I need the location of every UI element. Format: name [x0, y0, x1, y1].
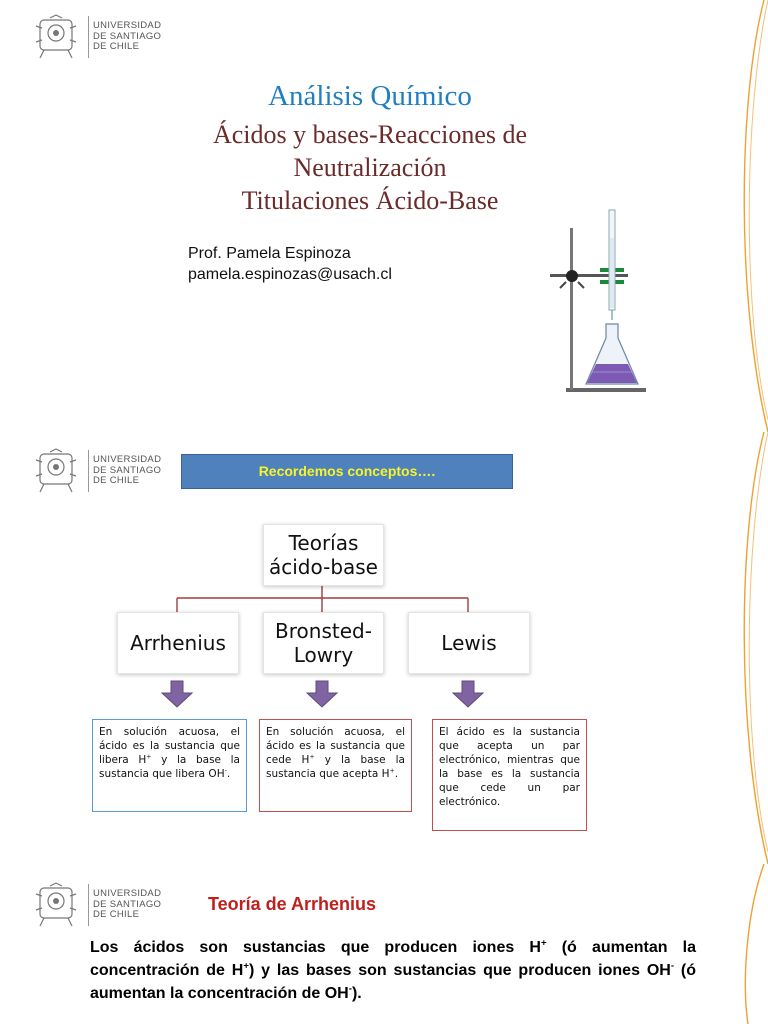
presentation-title: Análisis Químico — [268, 80, 472, 112]
definition-text: y la base la sustancia que libera OH — [99, 754, 240, 780]
subtitle-line: Neutralización — [293, 153, 447, 182]
university-seal-icon — [32, 14, 80, 60]
definition-text: y la base la sustancia que acepta H — [266, 754, 405, 780]
superscript: - — [224, 767, 227, 775]
definition-text: . — [226, 768, 231, 780]
professor-email: pamela.espinozas@usach.cl — [188, 266, 392, 283]
paragraph-text: ) y las bases son sustancias que producen iones OH — [248, 962, 671, 979]
node-label: Lewis — [441, 631, 497, 655]
logo-divider — [88, 16, 89, 58]
node-label: Arrhenius — [130, 631, 226, 655]
definition-arrhenius — [92, 719, 247, 812]
university-logo — [30, 12, 175, 62]
definition-text: En solución acuosa, el ácido es la sustancia que cede H — [266, 726, 405, 766]
arrhenius-paragraph — [90, 936, 696, 1005]
slide-title — [0, 0, 768, 432]
definition-text: En solución acuosa, el ácido es la sustancia que libera H — [99, 726, 240, 766]
down-arrow-icon — [162, 681, 192, 707]
node-label-line: ácido-base — [268, 555, 378, 579]
professor-name: Prof. Pamela Espinoza — [188, 245, 351, 262]
definition-text: . — [394, 768, 399, 780]
paragraph-text: (ó aumentan la concentración de H — [90, 939, 696, 979]
superscript: + — [309, 753, 315, 761]
superscript: + — [389, 767, 395, 775]
superscript: + — [146, 753, 152, 761]
superscript: - — [670, 960, 675, 972]
decorative-curve-icon — [728, 864, 768, 1024]
paragraph-text: ). — [351, 985, 362, 1002]
university-seal-icon — [32, 882, 80, 928]
node-lewis — [408, 612, 530, 674]
university-name-line: UNIVERSIDAD — [93, 888, 162, 899]
university-name-line: DE SANTIAGO — [93, 898, 162, 910]
node-arrhenius — [117, 612, 239, 674]
paragraph-text: Los ácidos son sustancias que producen iones H — [90, 939, 541, 956]
titration-apparatus-icon — [548, 208, 648, 398]
subtitle-line: Titulaciones Ácido-Base — [241, 186, 499, 215]
definition-lewis: El ácido es la sustancia que acepta un par electrónico, mientras que la base es la sustancia que cede un par electrónico. — [432, 719, 587, 831]
university-name-line: UNIVERSIDAD — [93, 20, 162, 31]
university-name-line: UNIVERSIDAD — [93, 454, 162, 465]
slide-arrhenius — [0, 864, 768, 1024]
definition-bronsted-lowry — [259, 719, 412, 812]
superscript: + — [540, 937, 547, 949]
node-label-line: Bronsted- — [275, 619, 372, 643]
university-name-line: DE SANTIAGO — [93, 30, 162, 42]
university-name-line: DE SANTIAGO — [93, 464, 162, 476]
author-block — [188, 243, 392, 285]
slide-concepts — [0, 432, 768, 864]
node-acid-base-theories — [263, 524, 384, 586]
section-title: Teoría de Arrhenius — [208, 894, 377, 914]
superscript: - — [348, 983, 352, 995]
university-name-line: DE CHILE — [93, 475, 140, 486]
subtitle-line: Ácidos y bases-Reacciones de — [212, 120, 528, 149]
node-label-line: Lowry — [293, 643, 354, 667]
node-label-line: Teorías — [288, 531, 359, 555]
node-bronsted-lowry — [263, 612, 384, 674]
university-name-line: DE CHILE — [93, 909, 140, 920]
university-name-line: DE CHILE — [93, 41, 140, 52]
university-name — [93, 889, 161, 921]
university-logo — [30, 880, 175, 930]
logo-divider — [88, 884, 89, 926]
superscript: + — [243, 960, 249, 972]
concepts-banner: Recordemos conceptos…. — [181, 454, 513, 489]
down-arrow-icon — [453, 681, 483, 707]
presentation-subtitle — [0, 118, 740, 217]
paragraph-text: (ó aumentan la concentración de OH — [90, 962, 697, 1002]
down-arrow-icon — [307, 681, 337, 707]
university-name — [93, 21, 161, 53]
